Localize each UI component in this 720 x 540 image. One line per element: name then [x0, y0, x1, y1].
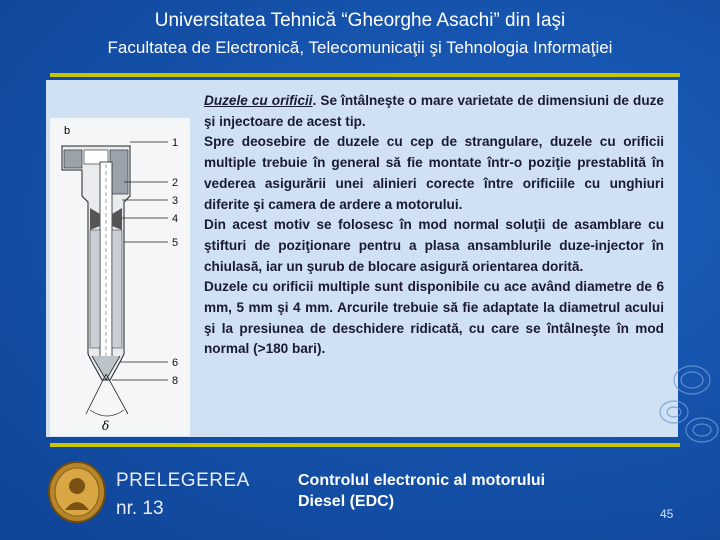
- figure-label-4: 4: [172, 213, 179, 225]
- paragraph-2: Spre deosebire de duzele cu cep de strangulare, duzele cu orificii multiple trebuie în general să fie montate într-o poziţie prestablită în vederea asigurării unei alinieri corecte între orificiile cu unghiuri diferite şi camera de ardere a motorului.: [204, 134, 664, 212]
- university-title: Universitatea Tehnică “Gheorghe Asachi” din Iaşi: [154, 10, 566, 31]
- ripple-ornament: [652, 350, 720, 460]
- figure-label-3: 3: [172, 195, 179, 207]
- figure-label-2: 2: [172, 177, 179, 189]
- spray-angle-label: δ: [102, 419, 110, 433]
- figure-label-8: 8: [172, 375, 179, 387]
- figure-label-5: 5: [172, 237, 179, 249]
- figure-label-6: 6: [172, 357, 179, 369]
- university-medallion-logo: [47, 460, 107, 524]
- term-orifice-nozzles: Duzele cu orificii: [204, 93, 313, 108]
- lecture-label: PRELEGEREA: [116, 470, 250, 491]
- paragraph-4: Duzele cu orificii multiple sunt disponibile cu ace având diametre de 6 mm, 5 mm şi 4 mm. Arcurile trebuie să fie adaptate la diametrul acului şi la presiunea de deschidere ridicată, cu care se întâlneşte în mod normal (>180 bari).: [204, 279, 664, 357]
- page-number: 45: [660, 507, 674, 521]
- bottom-divider: [50, 443, 680, 447]
- body-text: [204, 91, 664, 360]
- faculty-subtitle: Facultatea de Electronică, Telecomunicaţii şi Tehnologia Informaţiei: [107, 38, 613, 57]
- figure-label-b: b: [64, 125, 71, 137]
- course-title-line-2: Diesel (EDC): [298, 493, 395, 510]
- top-divider: [50, 73, 680, 77]
- course-title-line-1: Controlul electronic al motorului: [298, 472, 546, 489]
- lecture-number: nr. 13: [116, 498, 164, 519]
- paragraph-1: [204, 91, 664, 132]
- paragraph-1-rest: . Se întâlneşte o mare varietate de dimensiuni de duze şi injectoare de acest tip.: [204, 93, 664, 129]
- nozzle-diagram: [50, 118, 190, 436]
- paragraph-3: Din acest motiv se folosesc în mod normal soluţii de asamblare cu ştifturi de poziţionare pentru a plasa ansamblurile duze-injector în chiulasă, iar un şurub de blocare asigură orientarea dorită.: [204, 217, 664, 274]
- figure-label-1: 1: [172, 137, 179, 149]
